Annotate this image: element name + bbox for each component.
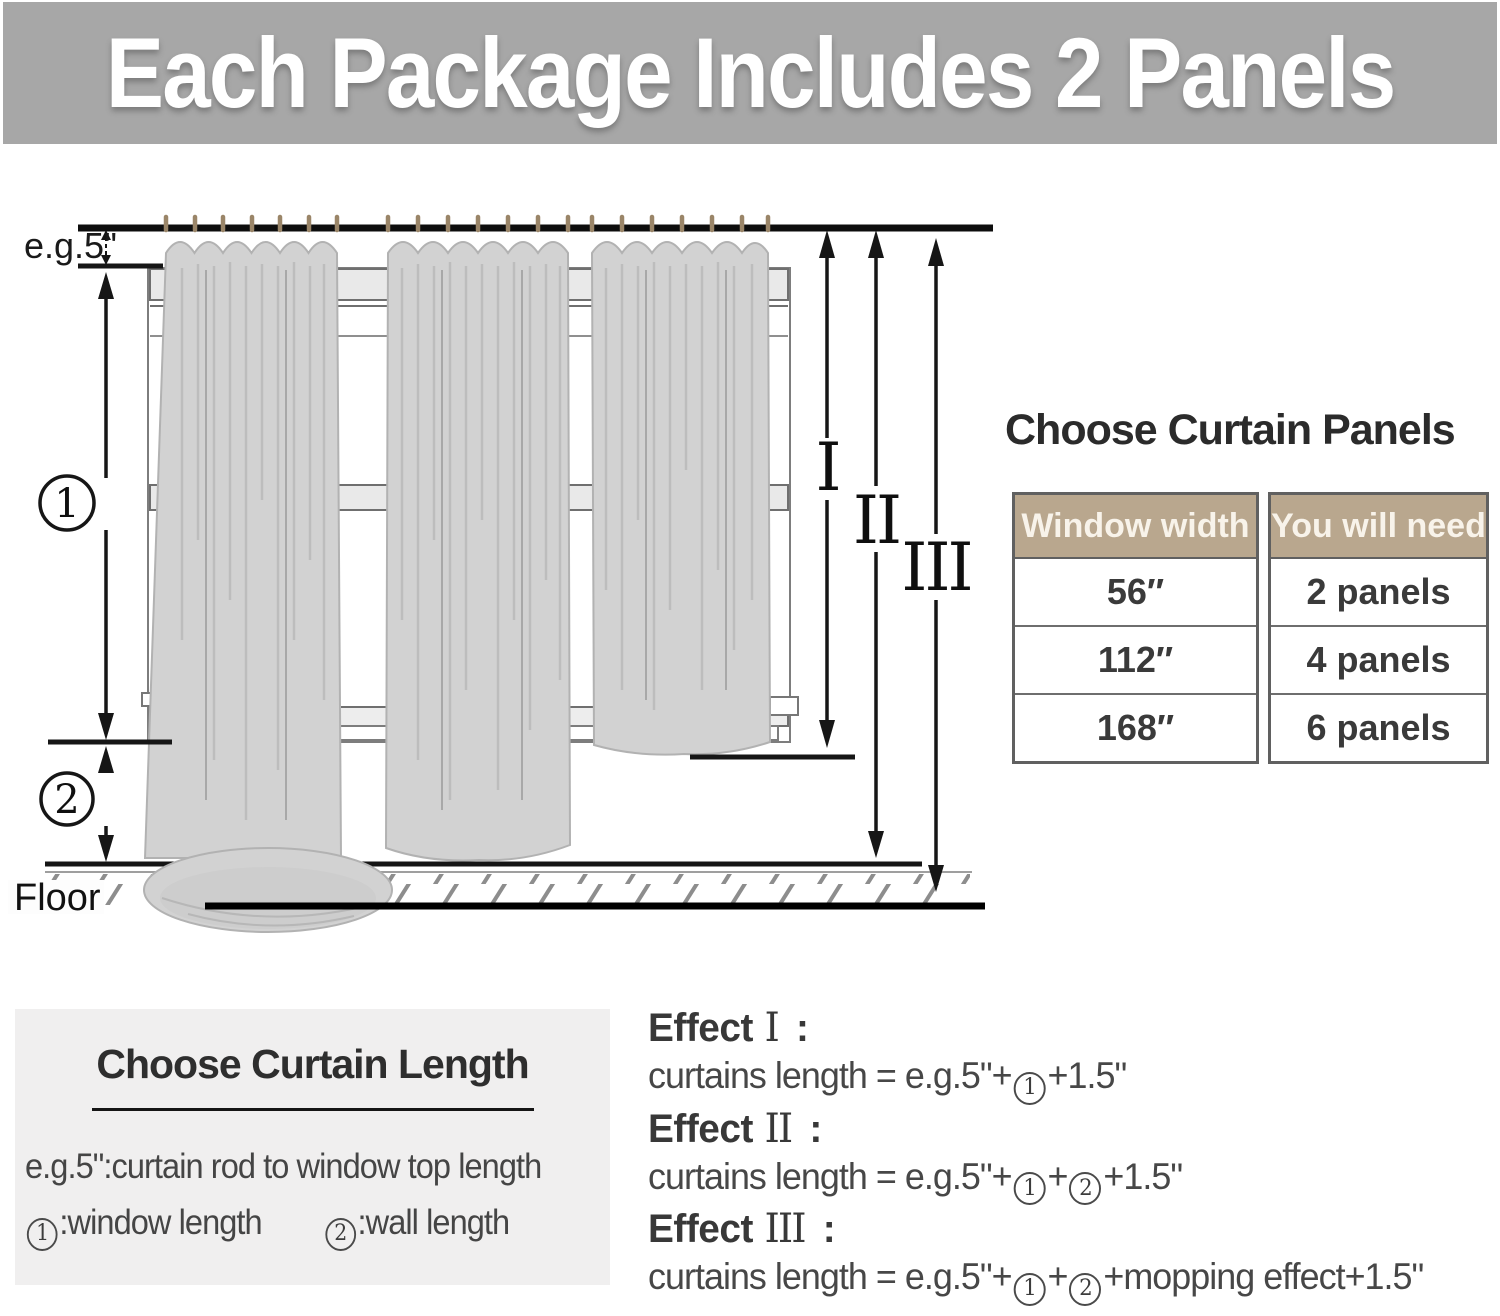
effect-colon: : bbox=[799, 1106, 822, 1151]
title-underline bbox=[92, 1108, 534, 1111]
panels-table bbox=[1012, 492, 1489, 764]
circled-2-digit: 2 bbox=[54, 777, 80, 823]
column-header: Window width bbox=[1015, 495, 1256, 559]
effect-3-arrow bbox=[901, 238, 970, 892]
circled-digit: 2 bbox=[1069, 1273, 1101, 1306]
table-cell: 2 panels bbox=[1306, 571, 1451, 612]
table-cell: 112″ bbox=[1015, 625, 1256, 693]
curtain-panels bbox=[144, 242, 770, 932]
effect-word: Effect bbox=[648, 1106, 753, 1151]
effect-1-formula: curtains length = e.g.5"+ 1 +1.5" bbox=[648, 1052, 1482, 1105]
table-cell: 4 panels bbox=[1271, 625, 1486, 693]
effect-word: Effect bbox=[648, 1207, 753, 1251]
panels-table-col-you-will-need bbox=[1268, 492, 1489, 764]
effect-word: Effect bbox=[648, 1006, 753, 1050]
effect-numeral: III bbox=[764, 1206, 805, 1252]
effect-2-label bbox=[648, 1105, 1482, 1153]
wall-length-arrow bbox=[41, 746, 114, 862]
effect-2-arrow bbox=[853, 230, 899, 858]
circled-digit: 2 bbox=[325, 1218, 356, 1251]
effect-3-label bbox=[648, 1205, 1482, 1253]
effect-2-formula: curtains length = e.g.5"+ 1 + 2 +1.5" bbox=[648, 1153, 1482, 1206]
diagram-canvas bbox=[0, 0, 1000, 980]
effects-section bbox=[648, 1004, 1482, 1306]
effect-1-label bbox=[648, 1004, 1482, 1052]
banner-title: Each Package Includes 2 Panels bbox=[105, 17, 1395, 128]
effect-2-marker: II bbox=[852, 482, 900, 559]
effect-3-formula: curtains length = e.g.5"+ 1 + 2 +mopping effect+1.5" bbox=[648, 1253, 1482, 1306]
floor-label: Floor bbox=[14, 877, 101, 919]
curtain-panel-right bbox=[592, 242, 770, 755]
window-sill-cap-right bbox=[770, 697, 798, 715]
circled-digit: 1 bbox=[1014, 1172, 1046, 1205]
circled-digit: 2 bbox=[1069, 1172, 1101, 1205]
effect-1-marker: I bbox=[815, 429, 839, 506]
curtain-panel-middle bbox=[386, 242, 570, 861]
rod-gap-note: e.g.5":curtain rod to window top length bbox=[25, 1147, 542, 1186]
window-length-arrow bbox=[40, 272, 114, 740]
effect-numeral: II bbox=[764, 1105, 792, 1152]
legend-line: 1 :window length 2 :wall length bbox=[25, 1203, 569, 1251]
curtain-diagram bbox=[0, 0, 1000, 980]
length-box-title: Choose Curtain Length bbox=[96, 1041, 529, 1087]
table-cell: 56″ bbox=[1106, 571, 1165, 612]
panels-table-col-window-width bbox=[1012, 492, 1259, 764]
table-cell: 6 panels bbox=[1271, 693, 1486, 761]
circled-digit: 1 bbox=[1014, 1072, 1046, 1105]
rod-gap-label: e.g.5" bbox=[24, 225, 117, 266]
curtain-puddle-inner bbox=[160, 867, 376, 929]
table-cell: 168″ bbox=[1015, 693, 1256, 761]
effect-numeral: I bbox=[764, 1005, 778, 1051]
circled-digit: 1 bbox=[1014, 1273, 1046, 1306]
circled-1-digit: 1 bbox=[54, 481, 80, 527]
effect-colon: : bbox=[785, 1006, 809, 1050]
effect-3-marker: III bbox=[901, 529, 971, 606]
length-box bbox=[15, 1009, 610, 1285]
effect-colon: : bbox=[812, 1207, 836, 1251]
column-header: You will need bbox=[1271, 495, 1486, 559]
circled-digit: 1 bbox=[27, 1218, 58, 1251]
panels-table-title: Choose Curtain Panels bbox=[1005, 406, 1455, 454]
